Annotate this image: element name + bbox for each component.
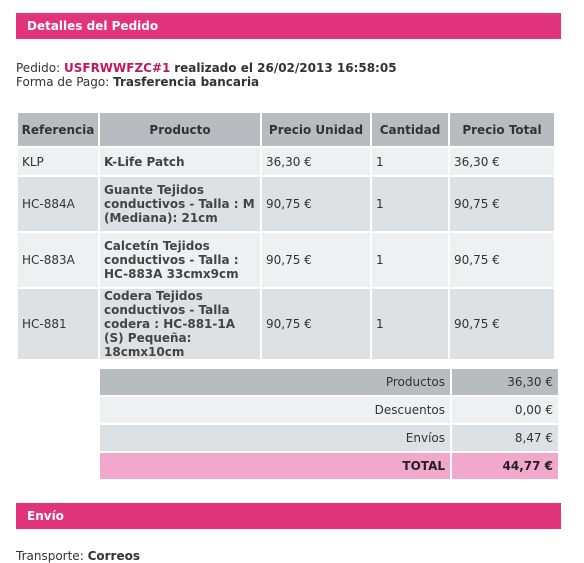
discounts-label: Descuentos [100, 397, 450, 423]
totals-row-products [100, 369, 558, 395]
table-row [18, 177, 554, 231]
order-totals-table [98, 367, 560, 481]
shipping-value: 8,47 € [452, 425, 558, 451]
cell-reference: KLP [18, 148, 98, 175]
products-value: 36,30 € [452, 369, 558, 395]
column-header-product: Producto [100, 113, 260, 146]
cell-total-price: 90,75 € [450, 289, 554, 359]
transport-line [16, 549, 140, 563]
total-value: 44,77 € [452, 453, 558, 479]
table-header-row [18, 113, 554, 146]
cell-quantity: 1 [372, 233, 448, 287]
cell-product: K-Life Patch [100, 148, 260, 175]
table-row [18, 148, 554, 175]
column-header-total-price: Precio Total [450, 113, 554, 146]
cell-product: Codera Tejidos conductivos - Talla codera : HC-881-1A (S) Pequeña: 18cmx10cm [100, 289, 260, 359]
table-row [18, 289, 554, 359]
cell-reference: HC-884A [18, 177, 98, 231]
shipping-label: Envíos [100, 425, 450, 451]
cell-product: Guante Tejidos conductivos - Talla : M (Mediana): 21cm [100, 177, 260, 231]
column-header-quantity: Cantidad [372, 113, 448, 146]
total-label: TOTAL [100, 453, 450, 479]
order-date: realizado el 26/02/2013 16:58:05 [174, 61, 397, 75]
payment-value: Trasferencia bancaria [113, 75, 260, 89]
transport-value: Correos [87, 549, 140, 563]
products-label: Productos [100, 369, 450, 395]
cell-quantity: 1 [372, 177, 448, 231]
cell-reference: HC-883A [18, 233, 98, 287]
cell-quantity: 1 [372, 289, 448, 359]
order-products-table [16, 111, 556, 361]
cell-unit-price: 90,75 € [262, 177, 370, 231]
cell-unit-price: 36,30 € [262, 148, 370, 175]
cell-product: Calcetín Tejidos conductivos - Talla : HC-883A 33cmx9cm [100, 233, 260, 287]
order-line [16, 61, 397, 75]
totals-row-shipping [100, 425, 558, 451]
cell-unit-price: 90,75 € [262, 289, 370, 359]
payment-label: Forma de Pago: [16, 75, 110, 89]
cell-unit-price: 90,75 € [262, 233, 370, 287]
table-row [18, 233, 554, 287]
order-details-header: Detalles del Pedido [16, 13, 561, 39]
cell-quantity: 1 [372, 148, 448, 175]
order-label: Pedido: [16, 61, 61, 75]
cell-total-price: 90,75 € [450, 177, 554, 231]
column-header-unit-price: Precio Unidad [262, 113, 370, 146]
totals-row-discounts [100, 397, 558, 423]
cell-total-price: 90,75 € [450, 233, 554, 287]
transport-label: Transporte: [16, 549, 84, 563]
totals-row-total [100, 453, 558, 479]
discounts-value: 0,00 € [452, 397, 558, 423]
order-code: USFRWWFZC#1 [63, 61, 171, 75]
column-header-reference: Referencia [18, 113, 98, 146]
payment-line [16, 75, 259, 89]
cell-total-price: 36,30 € [450, 148, 554, 175]
shipping-header: Envío [16, 503, 561, 529]
cell-reference: HC-881 [18, 289, 98, 359]
